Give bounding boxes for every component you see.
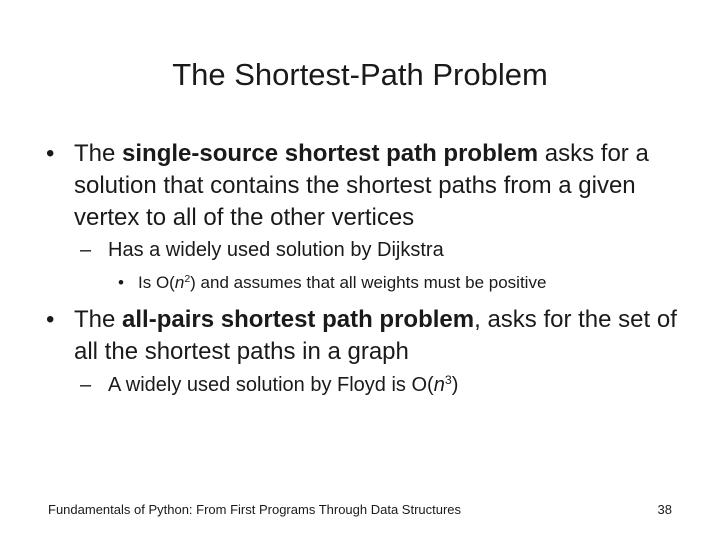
small-bullet-marker: •: [118, 273, 124, 292]
bullet-1: The single-source shortest path problem asks for a solution that contains the shortest paths from a given vertex to all of the other vertices: [74, 140, 649, 231]
footer-text: Fundamentals of Python: From First Programs Through Data Structures: [48, 502, 462, 517]
bullet-1-subsub: Is $O(n^2)$ and assumes that all weights must be positive: [138, 273, 547, 292]
dash-marker: –: [80, 374, 92, 396]
bullet-2-bold-term: all-pairs shortest path problem: [122, 306, 475, 333]
bullet-marker: •: [46, 306, 55, 333]
bullet-2-sub: A widely used solution by Floyd is $O(n^3)$: [108, 373, 459, 396]
bullet-1-bold-term: single-source shortest path problem: [122, 140, 539, 167]
bullet-1-sub: Has a widely used solution by Dijkstra: [108, 239, 444, 261]
bullet-marker: •: [46, 140, 55, 167]
page-number: 38: [657, 502, 672, 517]
bullet-2: The all-pairs shortest path problem, asks for the set of all the shortest paths in a graph: [74, 306, 677, 365]
dash-marker: –: [80, 239, 92, 261]
slide-title: The Shortest-Path Problem: [172, 57, 548, 92]
